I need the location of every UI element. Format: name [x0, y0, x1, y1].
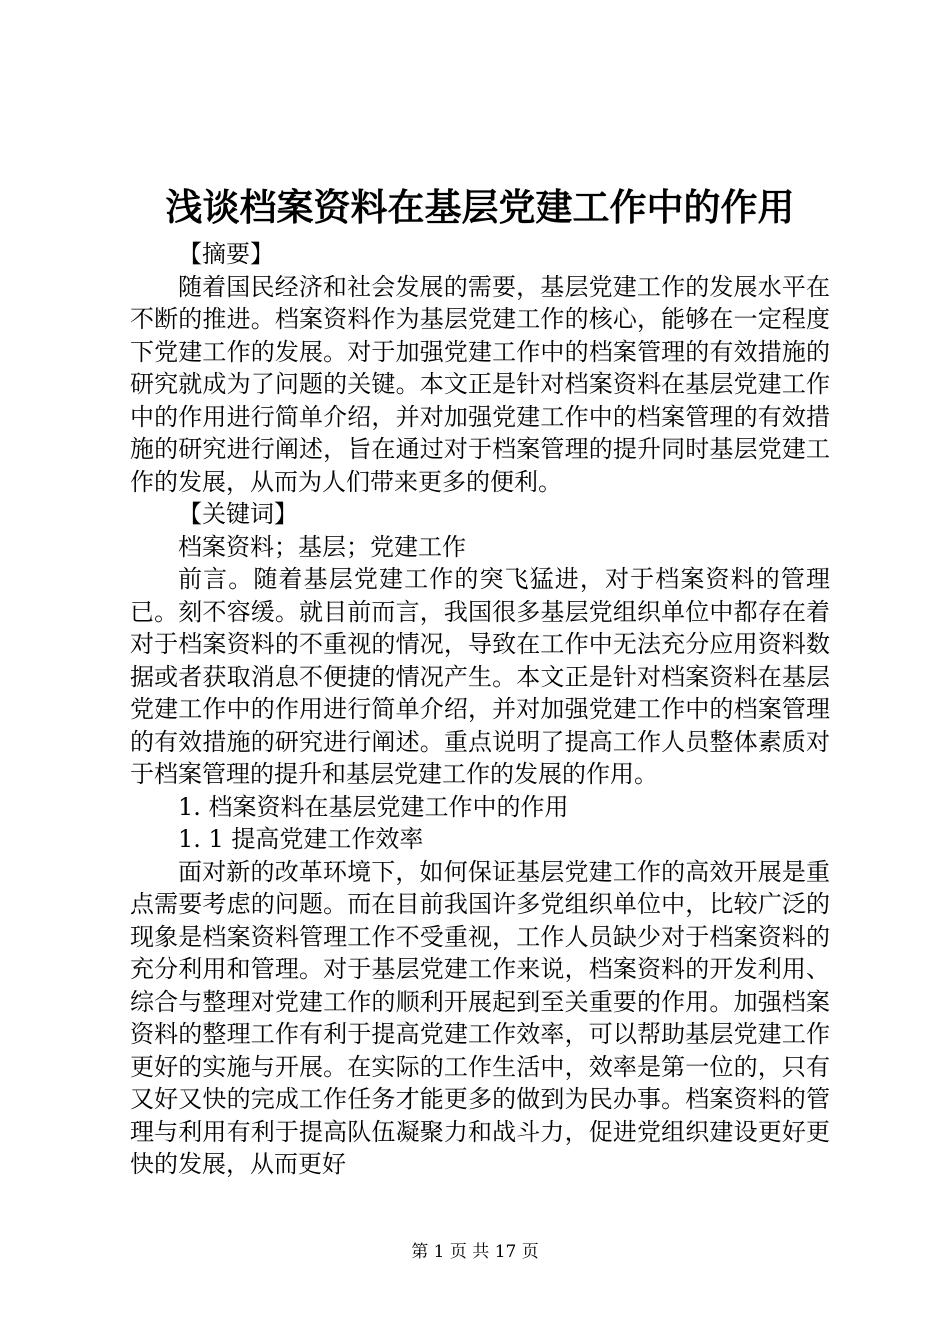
- keywords-text: 档案资料；基层；党建工作: [178, 532, 466, 561]
- preface-paragraph: 前言。随着基层党建工作的突飞猛进，对于档案资料的管理已。刻不容缓。就目前而言，我国很多基层党组织单位中都存在着对于档案资料的不重视的情况，导致在工作中无法充分应用资料数据或者获取消息不便捷的情况产生。本文正是针对档案资料在基层党建工作中的作用进行简单介绍，并对加强党建工作中的档案管理的有效措施的研究进行阐述。重点说明了提高工作人员整体素质对于档案管理的提升和基层党建工作的发展的作用。: [130, 565, 830, 788]
- document-page: [130, 180, 830, 1181]
- section-1-heading: 1. 档案资料在基层党建工作中的作用: [178, 792, 569, 821]
- keywords-label: 【关键词】: [178, 500, 298, 528]
- abstract-label: 【摘要】: [178, 240, 274, 268]
- section-1-1-paragraph: 面对新的改革环境下，如何保证基层党建工作的高效开展是重点需要考虑的问题。而在目前我国许多党组织单位中，比较广泛的现象是档案资料管理工作不受重视，工作人员缺少对于档案资料的充分利用和管理。对于基层党建工作来说，档案资料的开发利用、综合与整理对党建工作的顺利开展起到至关重要的作用。加强档案资料的整理工作有利于提高党建工作效率，可以帮助基层党建工作更好的实施与开展。在实际的工作生活中，效率是第一位的，只有又好又快的完成工作任务才能更多的做到为民办事。档案资料的管理与利用有利于提高队伍凝聚力和战斗力，促进党组织建设更好更快的发展，从而更好: [130, 857, 830, 1178]
- page-indicator: 第 1 页 共 17 页: [411, 1242, 539, 1262]
- document-body: [130, 238, 830, 1181]
- abstract-paragraph: 随着国民经济和社会发展的需要，基层党建工作的发展水平在不断的推进。档案资料作为基层党建工作的核心，能够在一定程度下党建工作的发展。对于加强党建工作中的档案管理的有效措施的研究就成为了问题的关键。本文正是针对档案资料在基层党建工作中的作用进行简单介绍，并对加强党建工作中的档案管理的有效措施的研究进行阐述，旨在通过对于档案管理的提升同时基层党建工作的发展，从而为人们带来更多的便利。: [130, 272, 830, 496]
- section-1-1-heading: 1. 1 提高党建工作效率: [178, 825, 424, 853]
- document-title: 浅谈档案资料在基层党建工作中的作用: [165, 186, 795, 229]
- page-footer: [0, 1240, 950, 1264]
